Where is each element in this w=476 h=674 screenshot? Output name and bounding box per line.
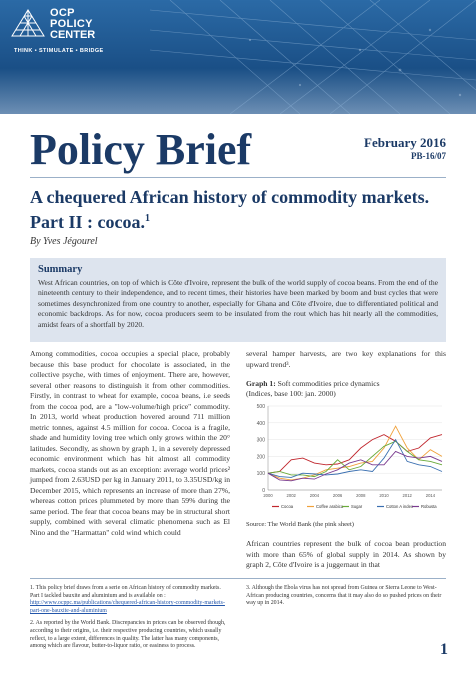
- legend-label: Robusta: [421, 504, 437, 509]
- ocp-logo[interactable]: [6, 4, 144, 60]
- title-divider: [30, 177, 446, 178]
- body-column-left: [30, 349, 230, 538]
- x-tick-label: 2010: [379, 493, 389, 498]
- x-tick-label: 2000: [263, 493, 273, 498]
- series-line-cocoa: [268, 435, 442, 474]
- body-paragraph-2: African countries represent the bulk of cocoa bean production with more than 65% of global supply in 2014. As shown by graph 2, Côte d'Ivoire is a juggernaut in that: [246, 539, 446, 569]
- y-tick-label: 500: [256, 404, 265, 410]
- footnotes-left: [30, 585, 230, 656]
- y-tick-label: 300: [256, 437, 265, 444]
- x-tick-label: 2004: [309, 493, 320, 498]
- logo-line-3: CENTER: [50, 29, 96, 41]
- legend-label: Sugar: [351, 504, 363, 509]
- body-column-right: [246, 349, 446, 571]
- graph-title: Soft commodities price dynamics: [277, 379, 380, 388]
- document-type-title: Policy Brief: [30, 125, 252, 174]
- logo-line-2: POLICY: [50, 18, 93, 30]
- title-footnote-ref[interactable]: 1: [144, 213, 150, 224]
- graph-label: Graph 1:: [246, 379, 276, 388]
- logo-line-1: OCP: [50, 7, 75, 19]
- legend-label: Cocoa: [281, 504, 294, 509]
- y-tick-label: 400: [256, 420, 265, 427]
- x-tick-label: 2008: [356, 493, 366, 498]
- footnote-1-link[interactable]: http://www.ocppc.ma/publications/chequered-african-history-commodity-markets-part-one-bauxite-and-aluminium: [30, 600, 225, 614]
- article-title: [30, 186, 450, 233]
- commodities-price-chart: [246, 402, 446, 514]
- summary-box: [30, 258, 446, 342]
- footnotes-right: [246, 585, 446, 608]
- y-tick-label: 100: [256, 471, 265, 478]
- y-tick-label: 200: [256, 454, 265, 461]
- summary-heading: Summary: [38, 264, 83, 275]
- footnote-3: 3. Although the Ebola virus has not spread from Guinea or Sierra Leone to West-African producing countries, concerns that it may also do so pushed prices on their way up in 2014.: [246, 585, 442, 607]
- graph-subtitle: (Indices, base 100: jan. 2000): [246, 389, 336, 398]
- series-line-coffee-arabica: [268, 426, 442, 480]
- brief-number: PB-16/07: [411, 151, 446, 161]
- header-banner: [0, 0, 476, 114]
- article-title-text: A chequered African history of commodity markets. Part II : cocoa.: [30, 187, 430, 232]
- footnote-2: 2. As reported by the World Bank. Discrepancies in prices can be observed though, according to their origins, i.e. their respective producing countries, which usually reflect, to a large extent, differences in quality. The latter has many components, among which are flavour, butter-to-liquor ratio, or easiness to process.: [30, 620, 226, 650]
- x-tick-label: 2002: [286, 493, 296, 498]
- page-number: 1: [440, 641, 448, 658]
- footnotes: [30, 578, 446, 650]
- x-tick-label: 2006: [332, 493, 343, 498]
- legend-label: Cotton A index: [386, 504, 414, 509]
- author-byline: By Yves Jégourel: [30, 236, 98, 247]
- graph-caption: [246, 379, 446, 399]
- legend-label: Coffee arabica: [316, 504, 344, 509]
- graph-source: Source: The World Bank (the pink sheet): [246, 520, 354, 528]
- x-tick-label: 2014: [425, 493, 436, 498]
- publication-date: February 2016: [364, 135, 446, 150]
- y-tick-label: 0: [262, 488, 265, 494]
- logo-tagline: THINK • STIMULATE • BRIDGE: [14, 48, 104, 54]
- body-paragraph-1: Among commodities, cocoa occupies a special place, probably because this base product for chocolate is associated, in the collective psyche, with times of enjoyment. There are, however, several other reasons to distinguish it from other commodities. Firstly, in contrast to wheat for example, cocoa beans, i.e seeds from the cocoa pod, are a "low-volume/high price" commodity. In 2013, world wheat production hovered around 711 million metric tonnes, against 4.5 million for cocoa. Cocoa is a fragile, shade and humidity loving tree which only grows within the 20° latitudes. Secondly, as shown by graph 1, in a severely depressed economic environment which has hit almost all commodity markets, cocoa stands out as an exception: average world prices² jumped from 2.63USD per kg in January 2011, to 3.35USD/kg in December 2015, which represents an increase of more than 27%, whereas cotton prices plummeted by more than 59% during the same period. The fear that cocoa beans may be in structural short supply, combined with several climatic phenomena such as El Nino and the "Harmattan" cold wind which could: [30, 349, 230, 537]
- x-tick-label: 2012: [402, 493, 412, 498]
- footnote-1: [30, 585, 230, 615]
- series-line-cotton-a-index: [268, 440, 442, 478]
- globe-grid-icon: [8, 6, 48, 44]
- body-paragraph-continued: several hamper harvests, are two key explanations for this upward trend³.: [246, 349, 446, 369]
- summary-text: West African countries, on top of which is Côte d'Ivoire, represent the bulk of the world supply of cocoa beans. From the end of the nineteenth century to their independence, and to recent times, their histories have been marked by boom and bust cycles that were sometimes desynchronized from one country to another, especially for Ghana and Côte d'Ivoire, due to differentiated political and economic backdrops. As for now, cocoa producers seem to be insulated from the rout which has hit nearly all the commodities, amidst fears of a shortfall by 2020.: [38, 278, 438, 329]
- footnote-1-text: 1. This policy brief draws from a serie on African history of commodity markets. Part I tackled bauxite and aluminium and is available on :: [30, 585, 221, 599]
